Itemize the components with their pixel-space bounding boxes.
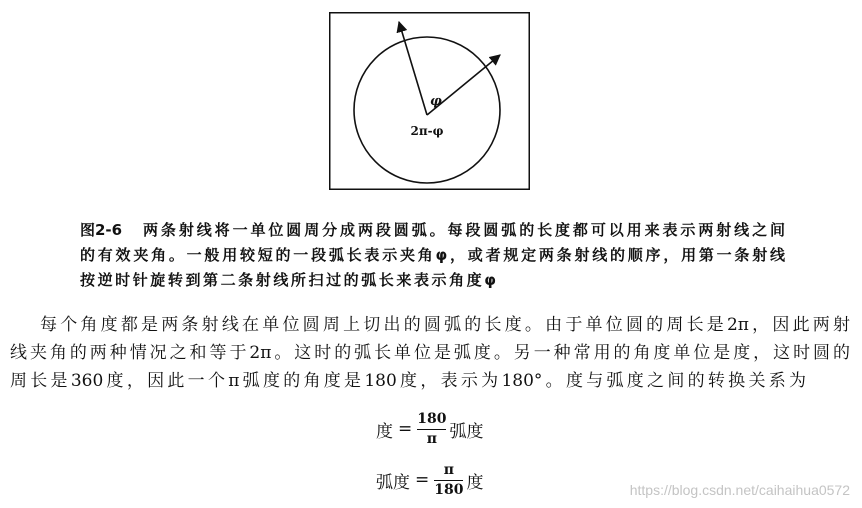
equals-sign: = <box>415 470 430 490</box>
fraction-denominator: π <box>426 430 437 447</box>
fraction-denominator: 180 <box>434 481 464 498</box>
formula-rhs: 弧度 <box>449 421 484 442</box>
caption-line-1: 两条射线将一单位圆周分成两段圆弧。每段圆弧的长度都可以用来表示两射线之间 <box>143 221 785 239</box>
formula-lhs: 度 <box>376 421 393 442</box>
angle-complement-label: 2π-φ <box>410 124 444 138</box>
figure-number: 图2-6 <box>80 221 123 239</box>
caption-line-3: 按逆时针旋转到第二条射线所扫过的弧长来表示角度φ <box>80 271 496 289</box>
body-line-2: 线夹角的两种情况之和等于2π。这时的弧长单位是弧度。另一种常用的角度单位是度，这时圆的 <box>10 343 850 363</box>
unit-circle-figure <box>329 12 530 190</box>
fraction-bar <box>417 429 446 430</box>
body-line-1: 每个角度都是两条射线在单位圆周上切出的圆弧的长度。由于单位圆的周长是2π，因此两射 <box>40 315 850 335</box>
radian-formula <box>376 457 483 503</box>
degree-formula <box>376 406 483 452</box>
angle-phi-label: φ <box>430 94 442 109</box>
caption-line-2: 的有效夹角。一般用较短的一段弧长表示夹角φ，或者规定两条射线的顺序，用第一条射线 <box>80 246 785 264</box>
body-line-3: 周长是360度，因此一个π弧度的角度是180度，表示为180°。度与弧度之间的转换关系为 <box>10 371 806 391</box>
fraction-numerator: 180 <box>417 410 447 427</box>
equals-sign: = <box>398 419 413 439</box>
source-watermark: https://blog.csdn.net/caihaihua0572 <box>629 482 850 498</box>
formula-rhs: 度 <box>466 472 484 493</box>
unit-circle <box>354 37 500 183</box>
fraction-bar <box>434 480 463 481</box>
fraction <box>433 462 464 499</box>
first-ray-arrow <box>399 22 427 115</box>
fraction <box>416 411 447 448</box>
formula-lhs: 弧度 <box>376 472 410 493</box>
fraction-numerator: π <box>443 461 454 478</box>
